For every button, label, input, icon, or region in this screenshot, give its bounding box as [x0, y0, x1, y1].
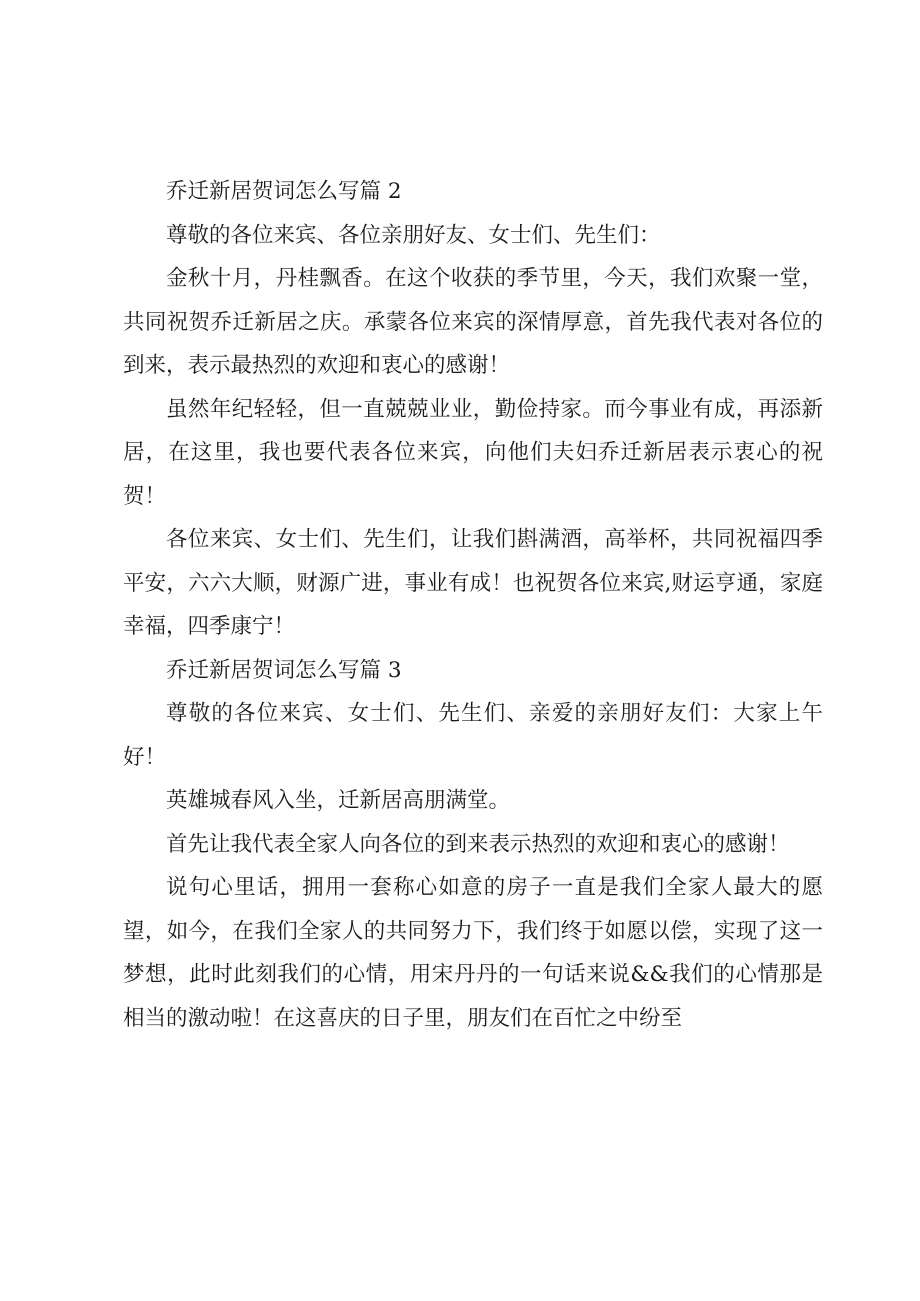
body-paragraph: 金秋十月，丹桂飘香。在这个收获的季节里，今天，我们欢聚一堂，共同祝贺乔迁新居之庆。承蒙各位来宾的深情厚意，首先我代表对各位的到来，表示最热烈的欢迎和衷心的感谢！ — [123, 266, 823, 378]
salutation-paragraph: 尊敬的各位来宾、各位亲朋好友、女士们、先生们： — [166, 222, 661, 248]
body-paragraph: 英雄城春风入坐，迁新居高朋满堂。 — [166, 788, 511, 813]
document-body — [123, 170, 823, 1040]
body-paragraph: 首先让我代表全家人向各位的到来表示热烈的欢迎和衷心的感谢！ — [166, 831, 790, 857]
body-paragraph: 虽然年纪轻轻，但一直兢兢业业，勤俭持家。而今事业有成，再添新居，在这里，我也要代表各位来宾，向他们夫妇乔迁新居表示衷心的祝贺！ — [123, 396, 823, 509]
salutation-paragraph: 尊敬的各位来宾、女士们、先生们、亲爱的亲朋好友们：大家上午好！ — [123, 701, 823, 770]
body-paragraph: 各位来宾、女士们、先生们，让我们斟满酒，高举杯，共同祝福四季平安，六六大顺，财源广进，事业有成！也祝贺各位来宾,财运亨通，家庭幸福，四季康宁！ — [123, 527, 823, 639]
section-heading-2: 乔迁新居贺词怎么写篇 2 — [166, 179, 402, 204]
body-paragraph: 说句心里话，拥用一套称心如意的房子一直是我们全家人最大的愿望，如今，在我们全家人的共同努力下，我们终于如愿以偿，实现了这一梦想，此时此刻我们的心情，用宋丹丹的一句话来说&&我们的心情那是相当的激动啦！在这喜庆的日子里，朋友们在百忙之中纷至 — [123, 875, 823, 1031]
section-heading-3: 乔迁新居贺词怎么写篇 3 — [166, 657, 402, 683]
